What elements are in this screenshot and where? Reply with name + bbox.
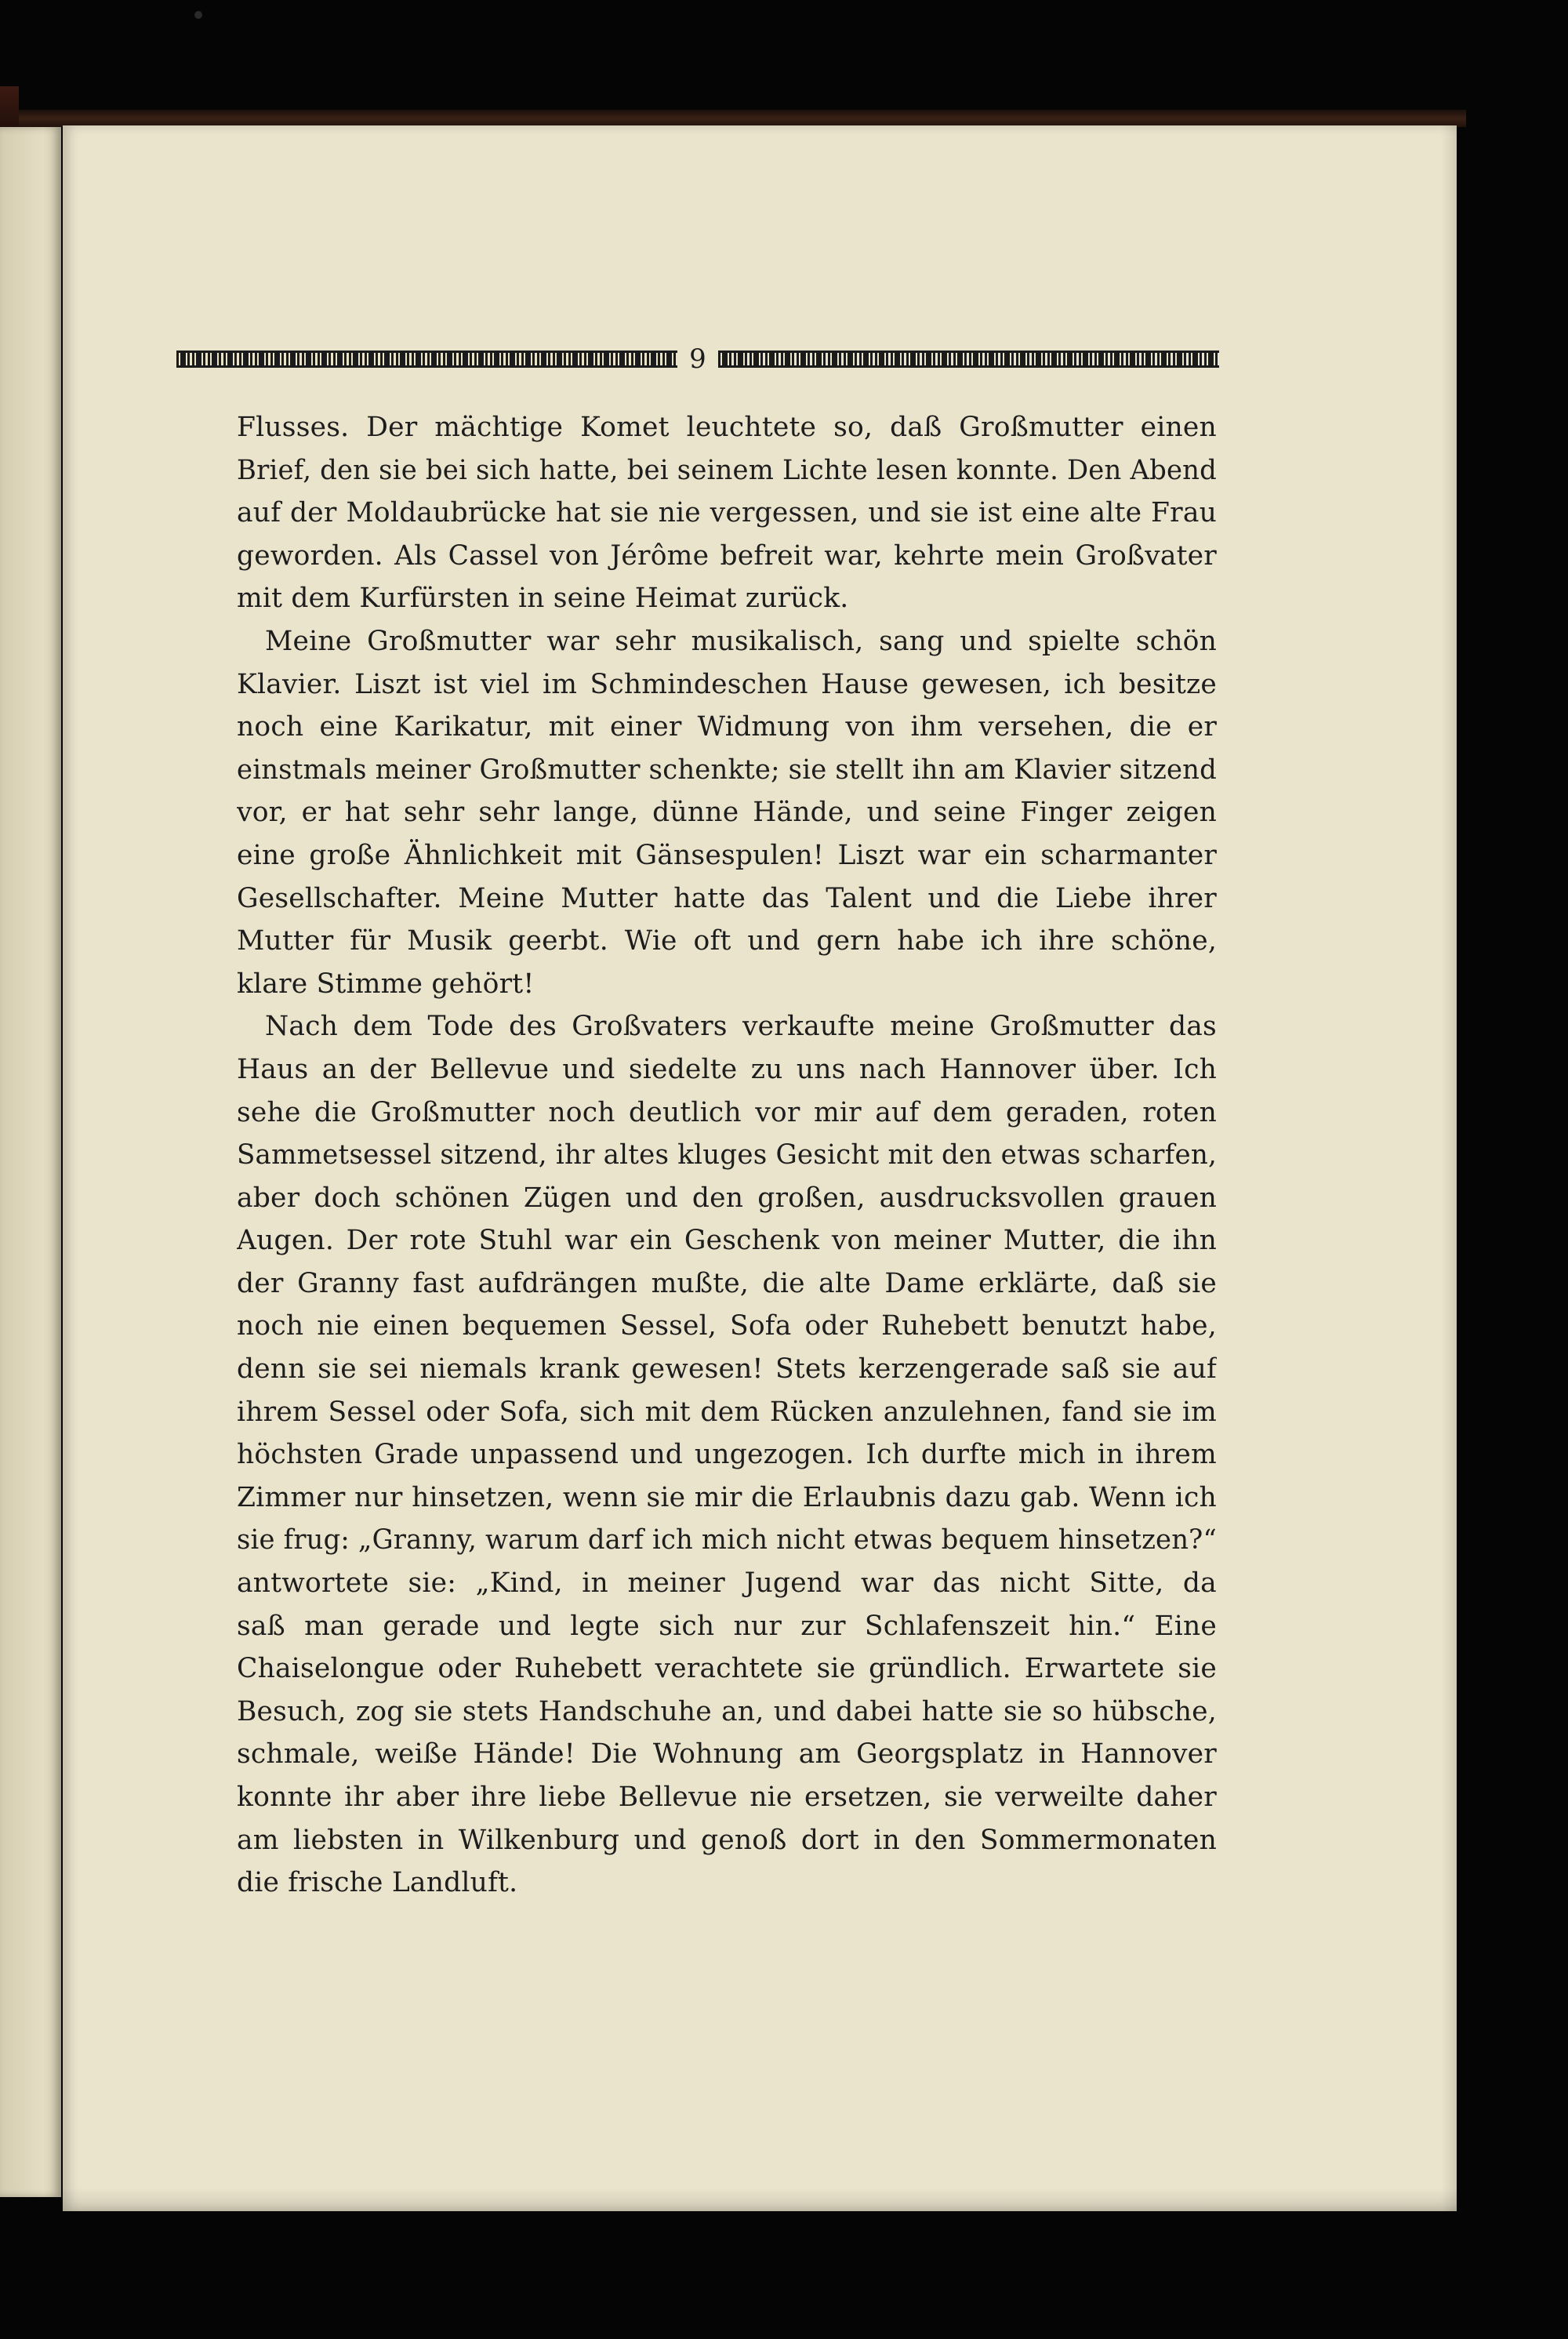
- text-line: schmale, weiße Hände! Die Wohnung am Georgsplatz in Hannover: [237, 1738, 1217, 1771]
- text-line: vor, er hat sehr sehr lange, dünne Hände, und seine Finger zeigen: [237, 797, 1217, 829]
- text-line: Zimmer nur hinsetzen, wenn sie mir die Erlaubnis dazu gab. Wenn ich: [237, 1481, 1217, 1513]
- text-line: Klavier. Liszt ist viel im Schmindeschen Hause gewesen, ich besitze: [237, 668, 1217, 700]
- text-line: geworden. Als Cassel von Jérôme befreit war, kehrte mein Großvater: [237, 539, 1217, 572]
- text-line: denn sie sei niemals krank gewesen! Stets kerzengerade saß sie auf: [237, 1353, 1217, 1386]
- text-line: antwortete sie: „Kind, in meiner Jugend war das nicht Sitte, da: [237, 1567, 1217, 1600]
- header-ornament-left: [176, 350, 677, 368]
- text-line: Besuch, zog sie stets Handschuhe an, und dabei hatte sie so hübsche,: [237, 1695, 1217, 1727]
- page-edge-shadow: [1441, 125, 1457, 2211]
- text-line: Haus an der Bellevue und siedelte zu uns nach Hannover über. Ich: [237, 1053, 1217, 1085]
- text-line: klare Stimme gehört!: [237, 968, 535, 1000]
- text-line: Nach dem Tode des Großvaters verkaufte meine Großmutter das: [265, 1011, 1217, 1043]
- text-line: Augen. Der rote Stuhl war ein Geschenk von meiner Mutter, die ihn: [237, 1225, 1217, 1257]
- text-line: noch nie einen bequemen Sessel, Sofa oder Ruhebett benutzt habe,: [237, 1310, 1217, 1342]
- text-line: aber doch schönen Zügen und den großen, ausdrucksvollen grauen: [237, 1182, 1217, 1214]
- text-line: konnte ihr aber ihre liebe Bellevue nie ersetzen, sie verweilte daher: [237, 1781, 1217, 1813]
- text-line: Meine Großmutter war sehr musikalisch, sang und spielte schön: [265, 625, 1217, 657]
- body-text: [237, 406, 1217, 1905]
- text-line: Sammetsessel sitzend, ihr altes kluges Gesicht mit den etwas scharfen,: [237, 1139, 1218, 1171]
- header-ornament-right: [718, 350, 1219, 368]
- text-line: Gesellschafter. Meine Mutter hatte das Talent und die Liebe ihrer: [237, 882, 1217, 914]
- text-line: saß man gerade und legte sich nur zur Schlafenszeit hin.“ Eine: [237, 1610, 1217, 1642]
- page-bottom-shadow: [63, 2188, 1457, 2211]
- text-line: die frische Landluft.: [237, 1867, 518, 1899]
- text-line: mit dem Kurfürsten in seine Heimat zurück.: [237, 583, 849, 615]
- text-line: Brief, den sie bei sich hatte, bei seinem Lichte lesen konnte. Den Abend: [237, 454, 1218, 486]
- text-line: höchsten Grade unpassend und ungezogen. Ich durfte mich in ihrem: [237, 1439, 1217, 1471]
- text-line: eine große Ähnlichkeit mit Gänsespulen! Liszt war ein scharmanter: [237, 839, 1217, 871]
- dust-speck: [194, 11, 202, 19]
- book-board-top-edge: [0, 110, 1466, 127]
- running-header: [176, 343, 1219, 375]
- facing-page-edge: [0, 127, 61, 2197]
- text-line: Flusses. Der mächtige Komet leuchtete so, daß Großmutter einen: [237, 412, 1217, 443]
- text-line: am liebsten in Wilkenburg und genoß dort in den Sommermonaten: [237, 1824, 1217, 1856]
- text-line: sie frug: „Granny, warum darf ich mich nicht etwas bequem hinsetzen?“: [237, 1524, 1217, 1556]
- text-line: einstmals meiner Großmutter schenkte; sie stellt ihn am Klavier sitzend: [237, 754, 1217, 786]
- text-line: der Granny fast aufdrängen mußte, die alte Dame erklärte, daß sie: [237, 1267, 1217, 1299]
- text-line: Mutter für Musik geerbt. Wie oft und gern habe ich ihre schöne,: [237, 925, 1217, 957]
- text-line: auf der Moldaubrücke hat sie nie vergessen, und sie ist eine alte Frau: [237, 497, 1217, 529]
- text-line: Chaiselongue oder Ruhebett verachtete sie gründlich. Erwartete sie: [237, 1653, 1217, 1685]
- page-number: 9: [689, 343, 706, 375]
- text-line: noch eine Karikatur, mit einer Widmung von ihm versehen, die er: [237, 711, 1217, 743]
- text-line: ihrem Sessel oder Sofa, sich mit dem Rücken anzulehnen, fand sie im: [237, 1396, 1217, 1428]
- text-line: sehe die Großmutter noch deutlich vor mir auf dem geraden, roten: [237, 1096, 1217, 1128]
